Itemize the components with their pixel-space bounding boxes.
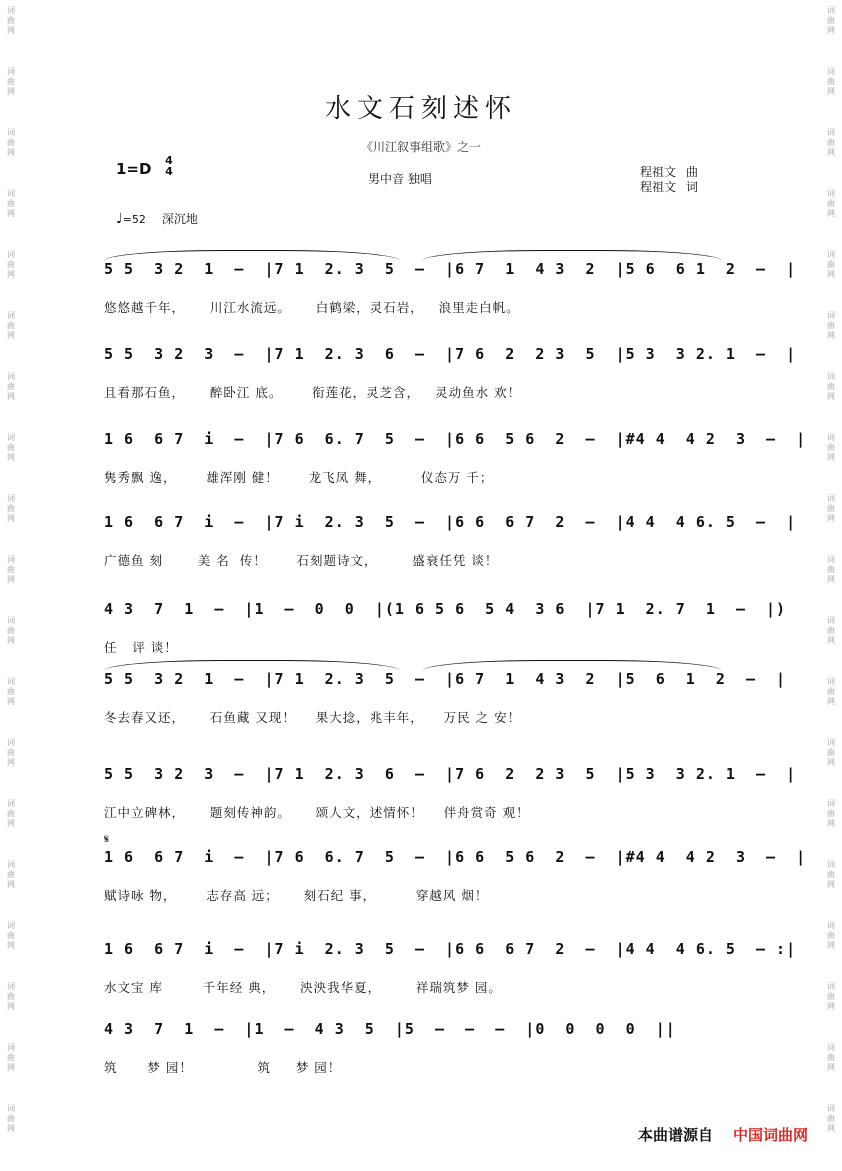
phrase-slur	[104, 250, 400, 261]
watermark-mark: 词 曲 网	[827, 616, 835, 645]
watermark-mark: 词 曲 网	[827, 189, 835, 218]
credit-role: 词	[686, 180, 699, 194]
watermark-mark: 词 曲 网	[827, 799, 835, 828]
phrase-slur	[422, 250, 722, 261]
melody-notes: 1 6 6 7 i – |7 i 2. 3 5 – |6 6 6 7 2 – |4 4 4 6. 5 – :|	[104, 940, 797, 958]
melody-notes: 5 5 3 2 3 – |7 1 2. 3 6 – |7 6 2 2 3 5 |5 3 3 2. 1 – |	[104, 765, 797, 783]
score-line	[104, 755, 797, 825]
watermark-mark: 词 曲 网	[827, 677, 835, 706]
watermark-mark: 词 曲 网	[827, 250, 835, 279]
watermark-mark: 词 曲 网	[7, 250, 15, 279]
score-line	[104, 660, 787, 730]
source-footer	[638, 1124, 808, 1145]
melody-notes: 5 5 3 2 1 – |7 1 2. 3 5 – |6 7 1 4 3 2 |5 6 6 1 2 – |	[104, 260, 797, 278]
watermark-mark: 词 曲 网	[7, 494, 15, 523]
watermark-mark: 词 曲 网	[827, 738, 835, 767]
lyric-text: 水文宝 库 千年经 典， 泱泱我华夏， 祥瑞筑梦 园。	[104, 980, 502, 995]
watermark-mark: 词 曲 网	[827, 128, 835, 157]
credit-lyricist	[640, 178, 698, 195]
expression-mark: 深沉地	[161, 212, 198, 226]
watermark-mark: 词 曲 网	[827, 372, 835, 401]
melody-notes: 1 6 6 7 i – |7 6 6. 7 5 – |6 6 5 6 2 – |#4 4 4 2 3 – |	[104, 848, 807, 866]
watermark-mark: 词 曲 网	[827, 860, 835, 889]
lyric-text: 冬去春又还， 石鱼藏 又现！ 果大捻，兆丰年， 万民 之 安！	[104, 710, 522, 725]
lyric-text: 筑 梦 园！ 筑 梦 园！	[104, 1060, 342, 1075]
phrase-slur	[104, 660, 400, 671]
score-line	[104, 503, 797, 573]
melody-notes: 5 5 3 2 1 – |7 1 2. 3 5 – |6 7 1 4 3 2 |5 6 1 2 – |	[104, 670, 787, 688]
credit-name: 程祖文	[640, 165, 677, 179]
subtitle: 《川江叙事组歌》之一	[360, 140, 481, 154]
watermark-mark: 词 曲 网	[827, 494, 835, 523]
lyric-text: 任 评 谈！	[104, 640, 178, 655]
key-signature: 1=D	[116, 160, 152, 178]
watermark-mark: 词 曲 网	[7, 189, 15, 218]
score-line	[104, 930, 797, 1000]
watermark-mark: 词 曲 网	[827, 67, 835, 96]
score-line	[104, 250, 797, 320]
watermark-mark: 词 曲 网	[7, 555, 15, 584]
lyric-text: 且看那石鱼， 醉卧江 底。 衔莲花，灵芝含， 灵动鱼水 欢！	[104, 385, 522, 400]
watermark-mark: 词 曲 网	[7, 677, 15, 706]
lyric-text: 广德鱼 刻 美 名 传！ 石刻题诗文， 盛衰任凭 谈！	[104, 553, 499, 568]
watermark-mark: 词 曲 网	[7, 67, 15, 96]
tempo-bpm: =52	[122, 213, 146, 226]
melody-notes: 5 5 3 2 3 – |7 1 2. 3 6 – |7 6 2 2 3 5 |5 3 3 2. 1 – |	[104, 345, 797, 363]
watermark-mark: 词 曲 网	[7, 1043, 15, 1072]
watermark-mark: 词 曲 网	[827, 433, 835, 462]
watermark-mark: 词 曲 网	[7, 860, 15, 889]
watermark-mark: 词 曲 网	[827, 6, 835, 35]
right-watermark-strip	[820, 0, 842, 1171]
credit-role: 曲	[686, 165, 699, 179]
watermark-mark: 词 曲 网	[827, 1104, 835, 1133]
watermark-mark: 词 曲 网	[827, 555, 835, 584]
lyric-text: 悠悠越千年， 川江水流远。 白鹤梁，灵石岩， 浪里走白帆。	[104, 300, 520, 315]
phrase-slur	[422, 660, 722, 671]
watermark-mark: 词 曲 网	[7, 738, 15, 767]
melody-notes: 1 6 6 7 i – |7 i 2. 3 5 – |6 6 6 7 2 – |4 4 4 6. 5 – |	[104, 513, 797, 531]
credit-name: 程祖文	[640, 180, 677, 194]
watermark-mark: 词 曲 网	[827, 921, 835, 950]
source-label: 本曲谱源自	[637, 1126, 713, 1144]
time-signature-top: 4	[165, 154, 173, 167]
tempo-marking	[116, 210, 198, 227]
melody-notes: 4 3 7 1 – |1 – 4 3 5 |5 – – – |0 0 0 0 ||	[104, 1020, 676, 1038]
watermark-mark: 词 曲 网	[7, 372, 15, 401]
watermark-mark: 词 曲 网	[7, 433, 15, 462]
melody-notes: 4 3 7 1 – |1 – 0 0 |(1 6 5 6 5 4 3 6 |7 1 2. 7 1 – |)	[104, 600, 787, 618]
quarter-note-icon: ♩	[116, 211, 123, 227]
time-signature	[164, 155, 174, 177]
lyric-text: 赋诗咏 物， 志存高 远； 刻石纪 事， 穿越风 烟！	[104, 888, 489, 903]
score-line	[104, 1010, 744, 1080]
performance-note: 男中音 独唱	[368, 172, 432, 186]
source-brand: 中国词曲网	[732, 1126, 808, 1144]
score-line	[104, 420, 807, 490]
watermark-mark: 词 曲 网	[827, 1043, 835, 1072]
score-line	[104, 335, 797, 405]
watermark-mark: 词 曲 网	[7, 799, 15, 828]
score-line	[104, 590, 787, 660]
melody-notes: 1 6 6 7 i – |7 6 6. 7 5 – |6 6 5 6 2 – |#4 4 4 2 3 – |	[104, 430, 807, 448]
segno-sign: 𝄋	[104, 832, 110, 846]
lyric-text: 隽秀飘 逸， 雄浑刚 健！ 龙飞凤 舞， 仪态万 千；	[104, 470, 494, 485]
time-signature-bottom: 4	[165, 165, 173, 178]
score-line	[104, 838, 807, 908]
watermark-mark: 词 曲 网	[7, 921, 15, 950]
watermark-mark: 词 曲 网	[7, 311, 15, 340]
watermark-mark: 词 曲 网	[7, 6, 15, 35]
page-title: 水文石刻述怀	[324, 94, 517, 124]
lyric-text: 江中立碑林， 题刻传神韵。 颂人文，述情怀！ 伴舟赏奇 观！	[104, 805, 530, 820]
watermark-mark: 词 曲 网	[827, 982, 835, 1011]
watermark-mark: 词 曲 网	[7, 616, 15, 645]
watermark-mark: 词 曲 网	[7, 128, 15, 157]
left-watermark-strip	[0, 0, 22, 1171]
watermark-mark: 词 曲 网	[7, 1104, 15, 1133]
watermark-mark: 词 曲 网	[7, 982, 15, 1011]
watermark-mark: 词 曲 网	[827, 311, 835, 340]
